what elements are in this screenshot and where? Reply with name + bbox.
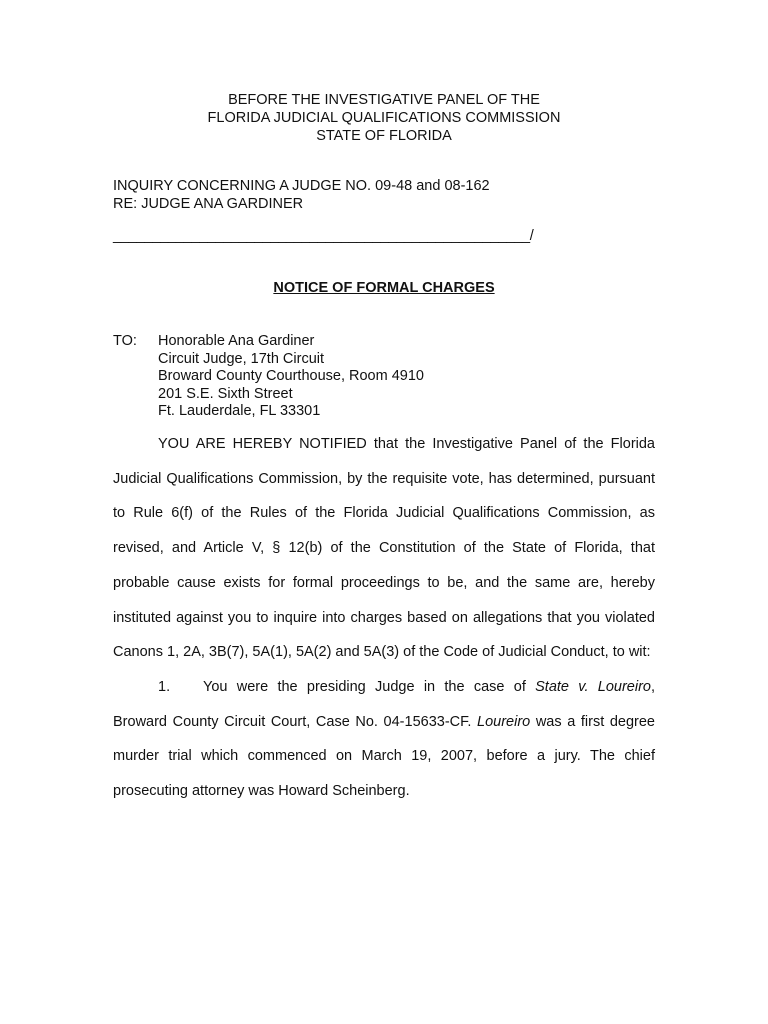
charge-paragraph-1 xyxy=(113,670,655,809)
inquiry-block xyxy=(113,177,490,213)
case-name: State v. Loureiro xyxy=(535,678,651,695)
document-body xyxy=(113,427,655,809)
addressee-block xyxy=(158,333,424,421)
addressee-line: 201 S.E. Sixth Street xyxy=(158,385,293,402)
document-title: NOTICE OF FORMAL CHARGES xyxy=(273,280,495,296)
paragraph-text: was a first degree murder trial which commenced on March 19, 2007, before a jury. The chief prosecuting attorney was Howard Scheinberg. xyxy=(113,713,655,800)
inquiry-number: INQUIRY CONCERNING A JUDGE NO. 09-48 and 08-162 xyxy=(113,178,490,194)
signature-rule: _____________________________________________________/ xyxy=(113,228,534,244)
paragraph-number: 1. xyxy=(158,678,171,695)
case-short-name: Loureiro xyxy=(477,713,531,730)
addressee-line: Circuit Judge, 17th Circuit xyxy=(158,350,325,367)
inquiry-re: RE: JUDGE ANA GARDINER xyxy=(113,196,304,212)
header-line-3: STATE OF FLORIDA xyxy=(316,128,452,144)
addressee-line: Honorable Ana Gardiner xyxy=(158,333,315,349)
header-line-2: FLORIDA JUDICIAL QUALIFICATIONS COMMISSION xyxy=(207,110,561,126)
addressee-label: TO: xyxy=(113,333,137,349)
addressee-line: Ft. Lauderdale, FL 33301 xyxy=(158,403,321,419)
paragraph-text: You were the presiding Judge in the case of xyxy=(203,678,536,695)
caption-header xyxy=(0,91,768,145)
addressee-line: Broward County Courthouse, Room 4910 xyxy=(158,368,424,384)
intro-paragraph: YOU ARE HEREBY NOTIFIED that the Investigative Panel of the Florida Judicial Qualifications Commission, by the requisite vote, has determined, pursuant to Rule 6(f) of the Rules of the Florida Judicial Qualifications Commission, as revised, and Article V, § 12(b) of the Constitution of the State of Florida, that probable cause exists for formal proceedings to be, and the same are, hereby instituted against you to inquire into charges based on allegations that you violated Canons 1, 2A, 3B(7), 5A(1), 5A(2) and 5A(3) of the Code of Judicial Conduct, to wit: xyxy=(113,436,655,661)
header-line-1: BEFORE THE INVESTIGATIVE PANEL OF THE xyxy=(228,92,540,108)
paragraph-text: , Broward County Circuit Court, Case No. 04-15633-CF. xyxy=(113,678,655,730)
